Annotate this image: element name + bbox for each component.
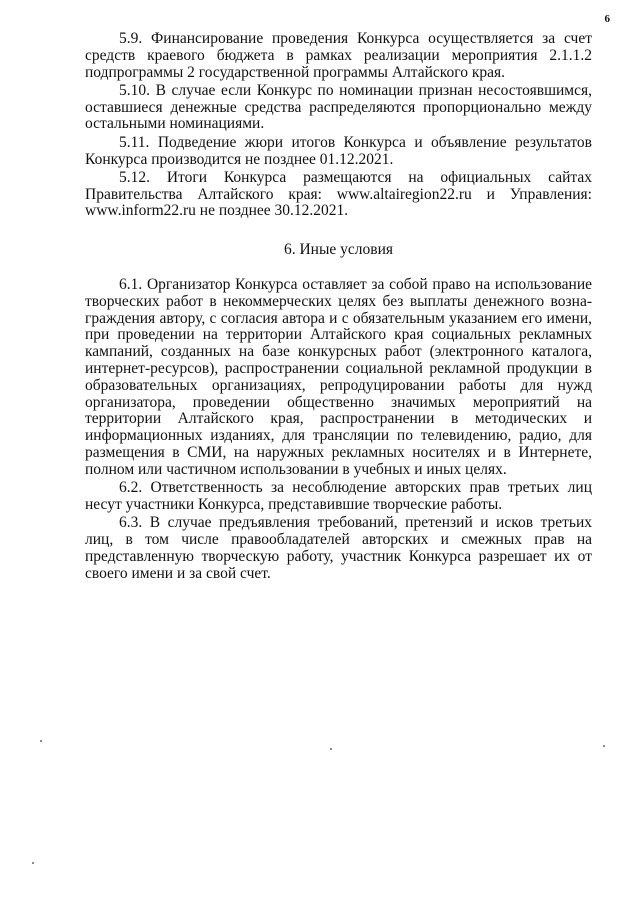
scan-speck: [32, 862, 34, 864]
paragraph-6-1: 6.1. Организатор Конкурса оставляет за собой право на использование творческих работ в некоммерческих целях без выплаты денежного вознаграждения автору, с согласия автора и с обязательным указанием его имени, при проведении на территории Алтайского края социальных рекламных кампаний, созданных на базе конкурсных работ (электронного каталога, интернет-ресурсов), распространении социальной рекламной продукции в образовательных организациях, репродуцировании работы для нужд организатора, проведении общественно значимых мероприятий на территории Алтайского края, распространении в методических и информационных изданиях, для трансляции по телевидению, радио, для размещения в СМИ, на наружных рекламных носителях и в Интернете, полном или частичном использовании в учебных и иных целях.: [85, 276, 592, 478]
section-title: 6. Иные условия: [283, 241, 393, 259]
document-body: [85, 31, 592, 584]
paragraph-6-2: 6.2. Ответственность за несоблюдение авторских прав третьих лиц несут участники Конкурса, представившие творческие работы.: [85, 479, 592, 513]
paragraph-5-12: 5.12. Итоги Конкурса размещаются на официальных сайтах Правительства Алтайского края: www.altairegion22.ru и Управления: www.inform22.ru не позднее 30.12.2021.: [85, 168, 592, 220]
scan-speck: [330, 748, 332, 750]
paragraph-5-10: 5.10. В случае если Конкурс по номинации признан несостоявшимся, оставшиеся денежные средства распределяются пропорционально между остальными номинациями.: [85, 81, 592, 133]
paragraph-5-11: 5.11. Подведение жюри итогов Конкурса и объявление результатов Конкурса производится не позднее 01.12.2021.: [85, 133, 592, 168]
paragraph-6-3: 6.3. В случае предъявления требований, претензий и исков третьих лиц, в том числе правообладателей авторских и смежных прав на представленную творческую работу, участник Конкурса разрешает их от своего имени и за свой счет.: [85, 514, 592, 582]
scan-speck: [40, 740, 42, 742]
scan-speck: [603, 745, 605, 747]
page-number: 6: [604, 13, 610, 25]
paragraph-5-9: 5.9. Финансирование проведения Конкурса осуществляется за счет средств краевого бюджета в рамках реализации мероприятия 2.1.1.2 подпрограммы 2 государственной программы Алтайского края.: [85, 30, 592, 81]
